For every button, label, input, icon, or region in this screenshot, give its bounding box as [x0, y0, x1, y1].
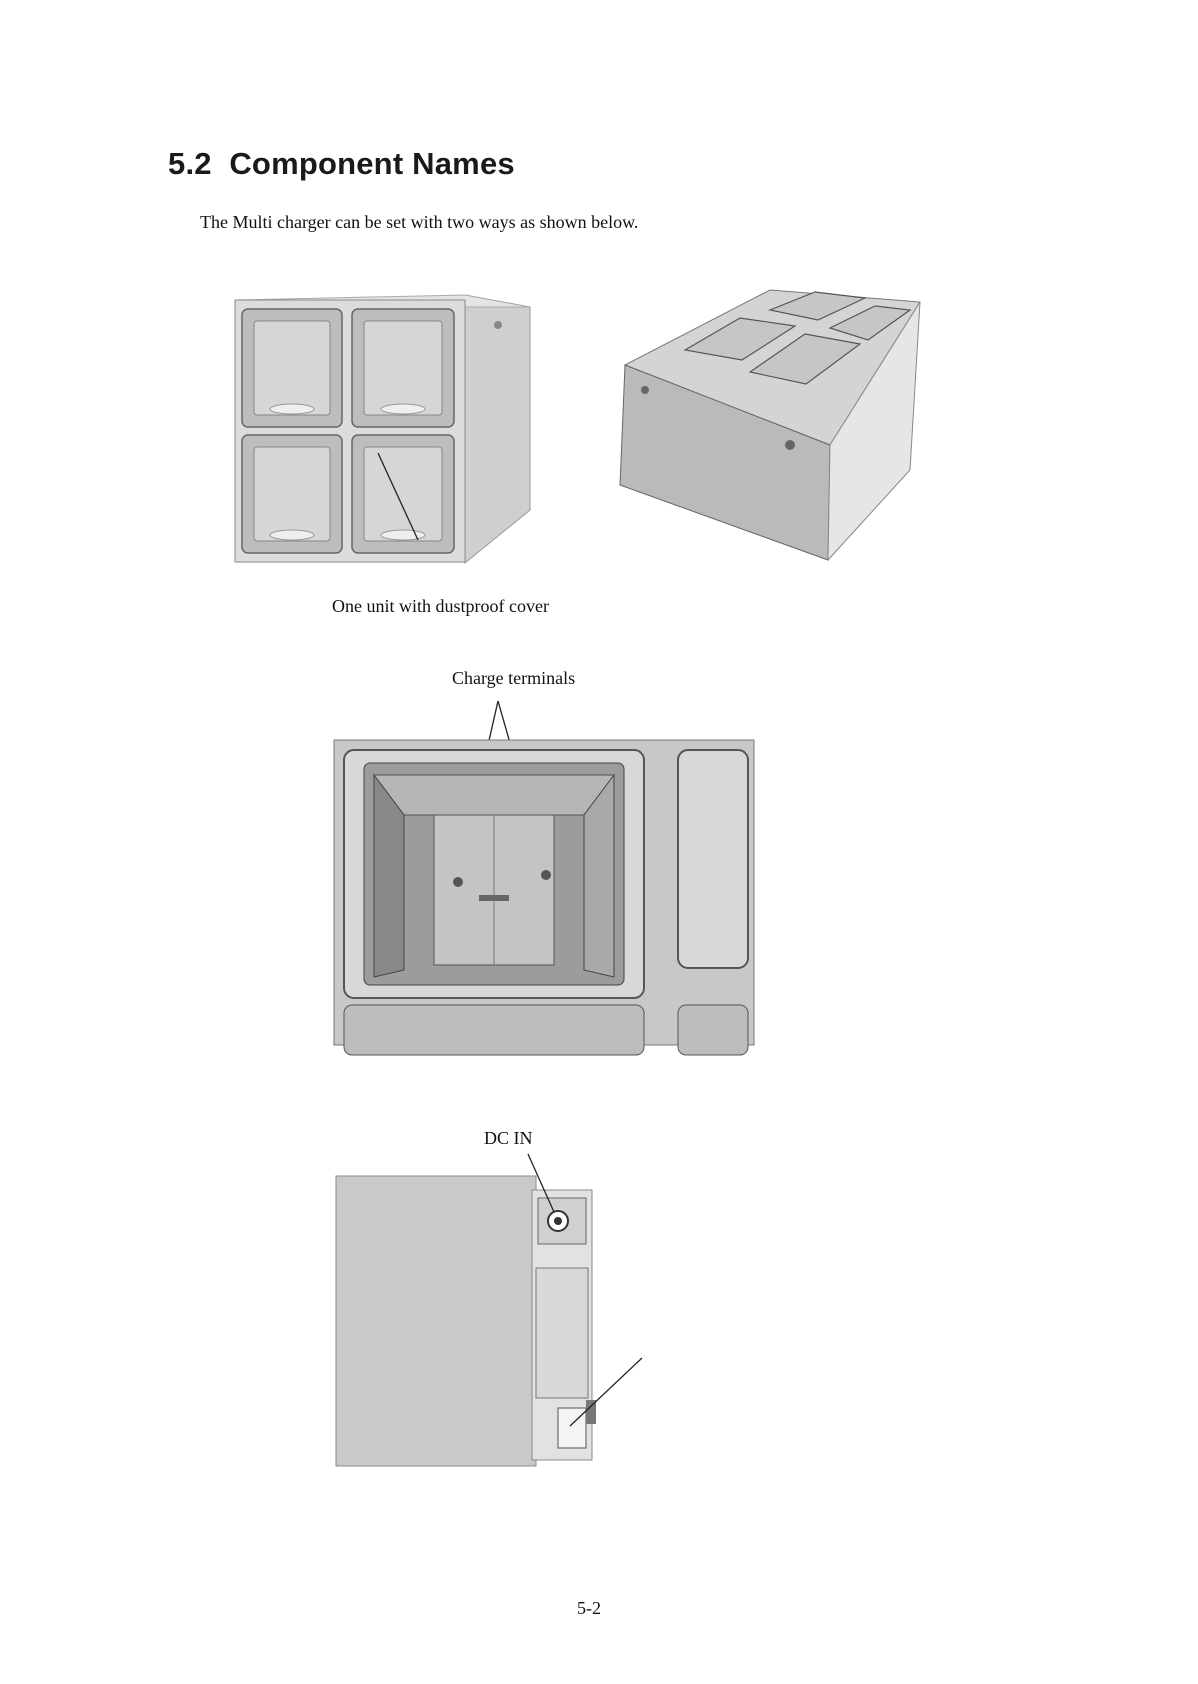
dc-in-label: DC IN [484, 1128, 533, 1148]
charge-terminals-label: Charge terminals [452, 668, 576, 688]
intro-paragraph: The Multi charger can be set with two ways as shown below. [200, 212, 639, 232]
page-number: 5-2 [577, 1598, 601, 1618]
upright-unit-caption: One unit with dustproof cover [332, 596, 549, 616]
section-title: Component Names [229, 146, 515, 181]
charge-bay-photo [334, 705, 754, 1045]
charger-upright-photo [230, 285, 550, 575]
charger-side-photo [336, 1168, 756, 1468]
section-number: 5.2 [168, 146, 212, 181]
charger-flat-photo [610, 280, 980, 560]
section-heading [168, 146, 515, 182]
